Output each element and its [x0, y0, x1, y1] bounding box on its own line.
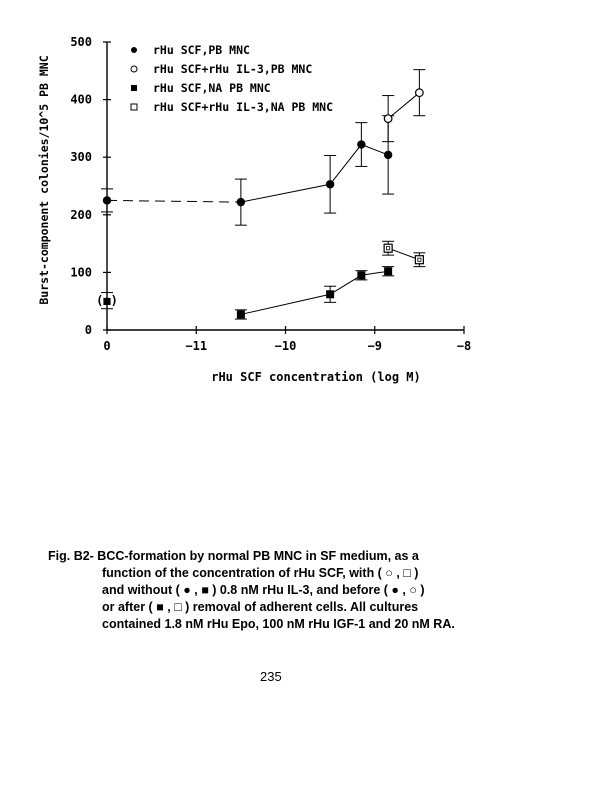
x-tick-label: −11 — [185, 339, 208, 353]
data-point — [384, 115, 392, 123]
legend-marker — [131, 104, 137, 110]
y-tick-label: 300 — [70, 150, 92, 165]
data-point — [237, 310, 245, 318]
y-tick-label: 500 — [70, 35, 92, 49]
data-point — [237, 198, 245, 206]
data-point — [384, 151, 392, 159]
data-point — [357, 271, 365, 279]
caption-line: or after ( ■ , □ ) removal of adherent cells. All cultures — [102, 600, 419, 614]
series-line-2 — [388, 93, 419, 119]
dashed-connector — [107, 200, 241, 202]
legend-label: rHu SCF,NA PB MNC — [153, 81, 271, 95]
caption-line: function of the concentration of rHu SCF, with ( ○ , □ ) — [102, 566, 419, 580]
y-tick-label: 400 — [70, 92, 92, 107]
series-line-3 — [241, 271, 388, 314]
legend-marker-shape — [131, 85, 137, 91]
zero-dose-point — [103, 196, 111, 204]
caption-line: contained 1.8 nM rHu Epo, 100 nM rHu IGF-1 and 20 nM RA. — [102, 617, 455, 631]
data-point — [416, 89, 424, 97]
x-tick-label: −8 — [456, 339, 472, 353]
legend-label: rHu SCF+rHu IL-3,NA PB MNC — [153, 100, 334, 114]
x-tick-label: −9 — [367, 339, 382, 353]
legend-label: rHu SCF,PB MNC — [153, 43, 250, 57]
y-axis-title: Burst-component colonies/10^5 PB MNC — [37, 55, 51, 305]
x-tick-label: −10 — [274, 339, 297, 353]
caption-line: and without ( ● , ■ ) 0.8 nM rHu IL-3, and before ( ● , ○ ) — [102, 583, 425, 597]
y-tick-label: 200 — [70, 207, 92, 222]
y-tick-label: 100 — [70, 265, 92, 280]
page-number: 235 — [260, 669, 282, 684]
legend-marker-shape — [131, 47, 137, 53]
data-point — [326, 180, 334, 188]
legend-marker-shape — [131, 104, 137, 110]
data-point-inner — [387, 247, 390, 250]
data-point — [384, 267, 392, 275]
x-tick-label: 0 — [103, 339, 111, 353]
series-line-4 — [388, 248, 419, 260]
legend-marker — [131, 47, 137, 53]
data-point — [357, 140, 365, 148]
legend-marker-shape — [131, 66, 137, 72]
figure-caption — [48, 548, 548, 633]
data-point — [326, 290, 334, 298]
legend-marker — [131, 85, 137, 91]
legend-marker — [131, 66, 137, 72]
zero-dose-point: (■) — [96, 293, 118, 308]
caption-line: Fig. B2- BCC-formation by normal PB MNC in SF medium, as a — [48, 549, 419, 563]
x-axis-title: rHu SCF concentration (log M) — [211, 370, 421, 384]
series-line-1 — [241, 145, 388, 203]
data-point-inner — [418, 258, 421, 261]
legend-label: rHu SCF+rHu IL-3,PB MNC — [153, 62, 313, 76]
y-tick-label: 0 — [84, 323, 92, 337]
